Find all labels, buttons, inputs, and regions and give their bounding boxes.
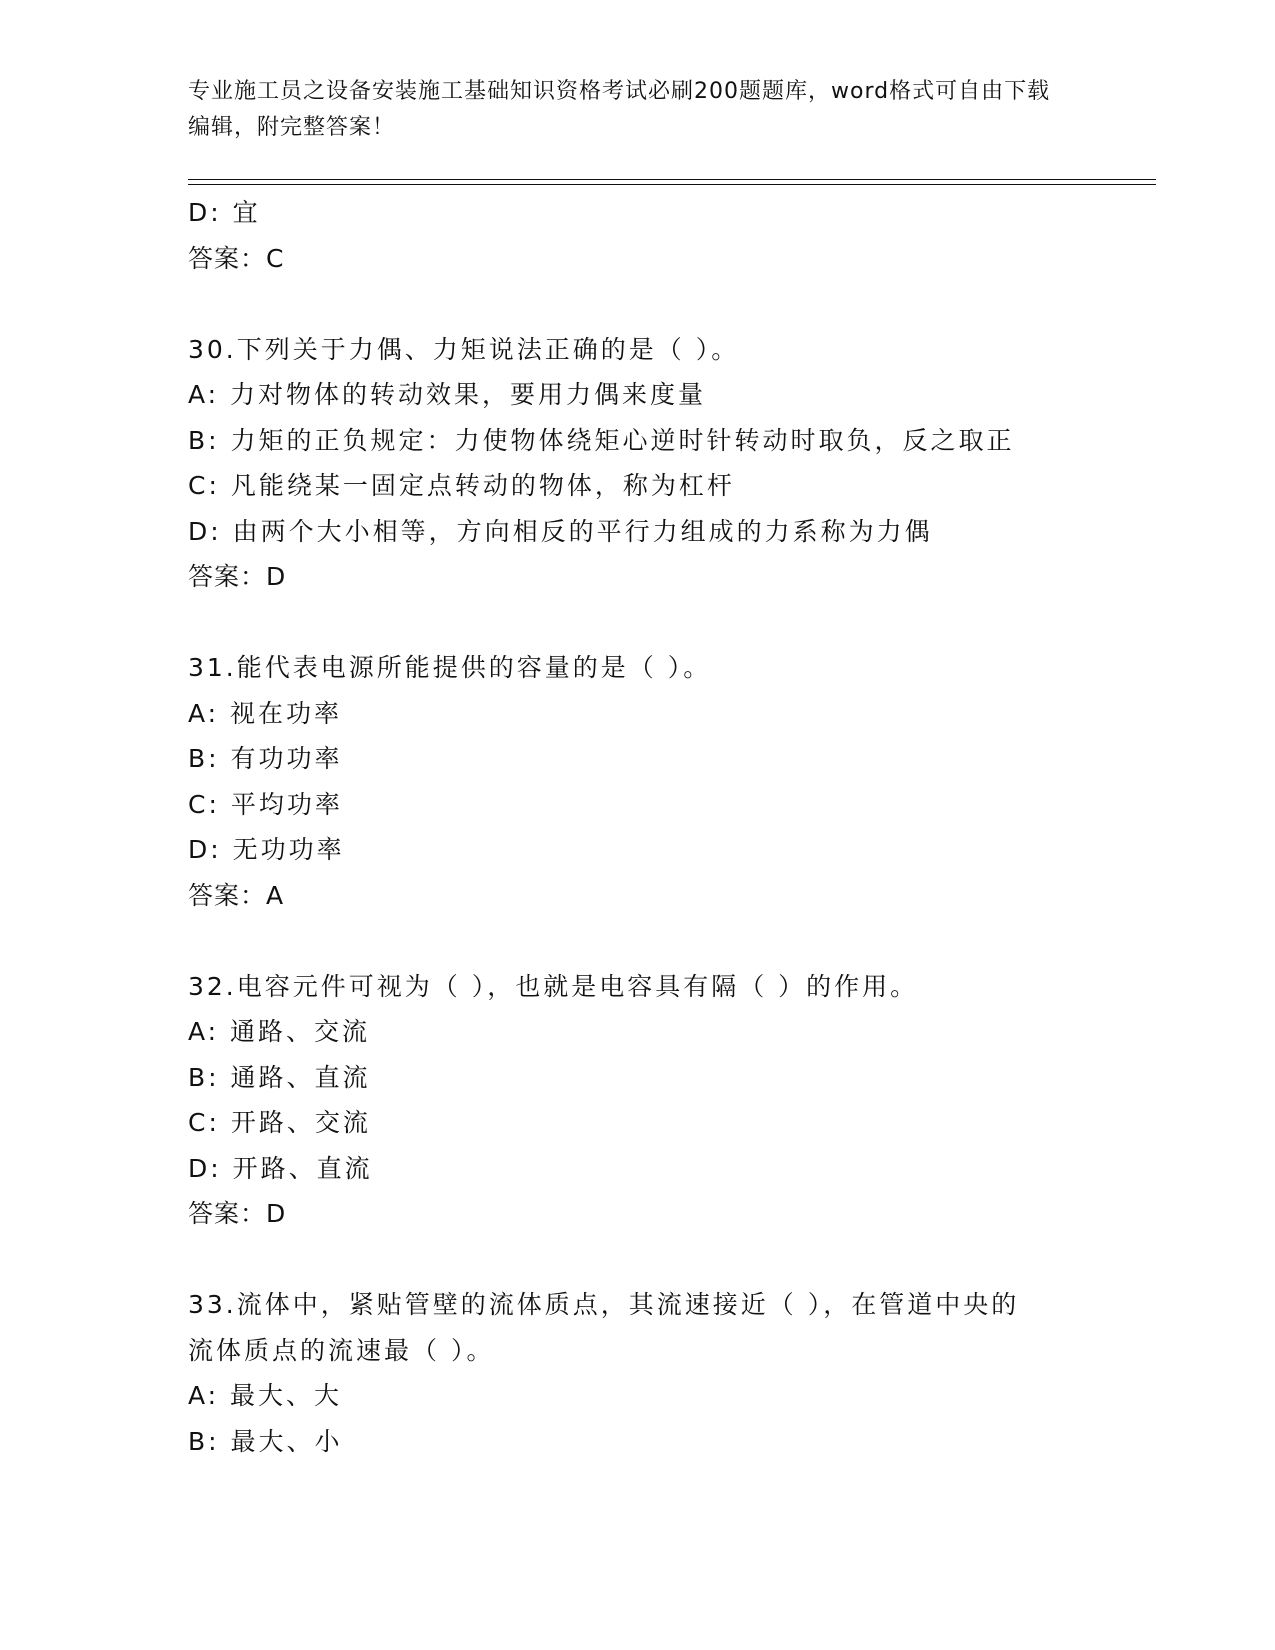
option-b: B: 通路、直流 <box>188 1062 371 1092</box>
question-stem-line-1: 33.流体中，紧贴管壁的流体质点，其流速接近（ ），在管道中央的 <box>188 1290 1020 1319</box>
prev-answer: 答案：C <box>188 243 285 273</box>
answer: 答案：D <box>188 562 287 591</box>
option-a: A: 最大、大 <box>188 1381 343 1410</box>
option-c: C: 凡能绕某一固定点转动的物体，称为杠杆 <box>188 471 735 500</box>
question-content <box>188 190 1156 1464</box>
option-c: C: 平均功率 <box>188 789 343 819</box>
question-stem: 32.电容元件可视为（ ），也就是电容具有隔（ ）的作用。 <box>188 971 919 1001</box>
question-stem: 30.下列关于力偶、力矩说法正确的是（ ）。 <box>188 334 740 364</box>
option-b: B: 力矩的正负规定：力使物体绕矩心逆时针转动时取负，反之取正 <box>188 425 1015 455</box>
option-b: B: 最大、小 <box>188 1426 343 1456</box>
header-divider-bottom <box>188 184 1156 185</box>
question-stem: 31.能代表电源所能提供的容量的是（ ）。 <box>188 653 712 682</box>
option-d: D: 由两个大小相等，方向相反的平行力组成的力系称为力偶 <box>188 516 933 546</box>
option-a: A: 力对物体的转动效果，要用力偶来度量 <box>188 380 707 409</box>
option-a: A: 通路、交流 <box>188 1017 371 1046</box>
answer: 答案：D <box>188 1199 287 1228</box>
header-divider-top <box>188 179 1156 180</box>
prev-option-d: D: 宜 <box>188 198 261 227</box>
option-d: D: 开路、直流 <box>188 1153 373 1183</box>
document-header: 专业施工员之设备安装施工基础知识资格考试必刷200题题库，word格式可自由下载编辑，附完整答案！ <box>188 79 1051 140</box>
option-c: C: 开路、交流 <box>188 1108 371 1137</box>
option-b: B: 有功功率 <box>188 744 343 773</box>
question-stem-line-2: 流体质点的流速最（ ）。 <box>188 1335 495 1365</box>
option-a: A: 视在功率 <box>188 698 343 728</box>
option-d: D: 无功功率 <box>188 835 345 864</box>
answer: 答案：A <box>188 880 285 910</box>
